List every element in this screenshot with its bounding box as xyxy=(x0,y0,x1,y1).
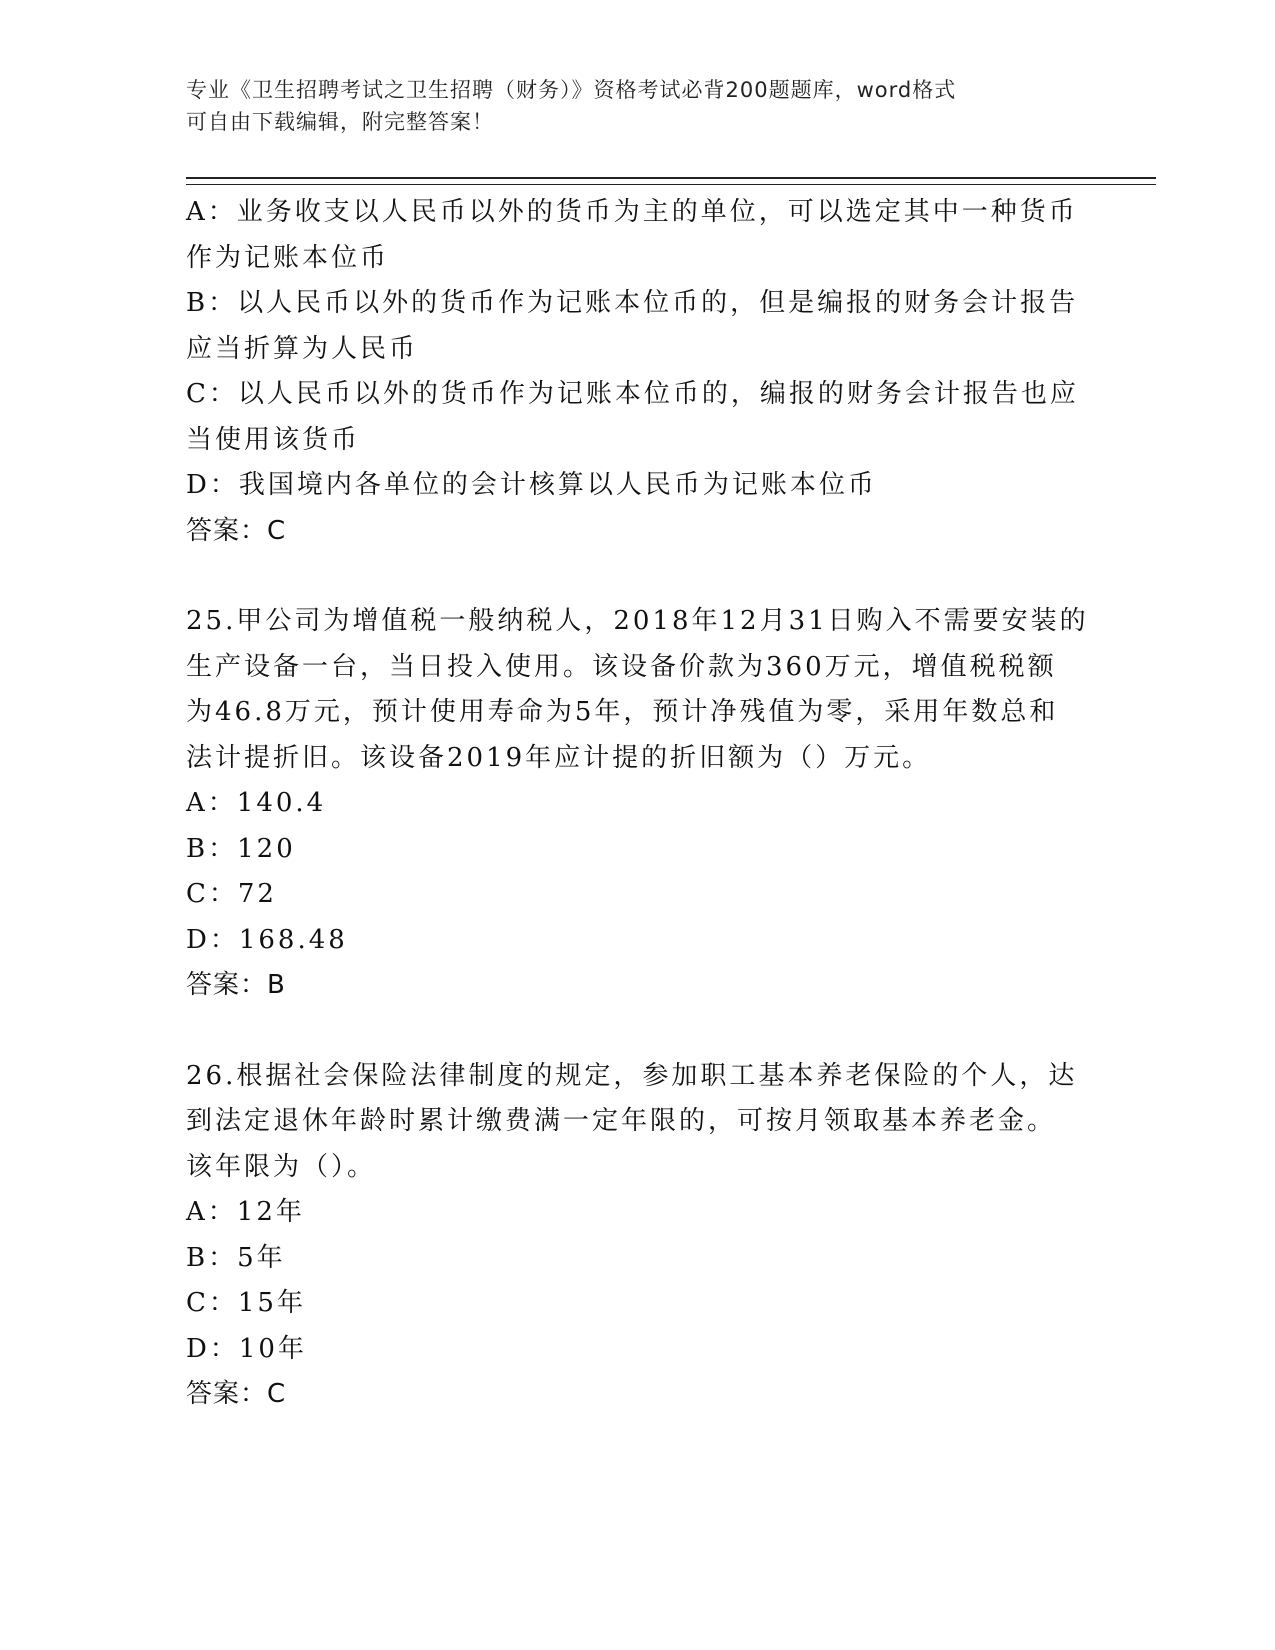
spacer xyxy=(186,554,1086,599)
question-26-block xyxy=(186,1054,1086,1418)
question-content xyxy=(186,190,1089,1418)
spacer xyxy=(186,1009,1086,1054)
q25-option-a: A：140.4 xyxy=(186,788,327,818)
q24-option-a: A：业务收支以人民币以外的货币为主的单位，可以选定其中一种货币 xyxy=(186,197,1078,227)
q24-option-d: D：我国境内各单位的会计核算以人民币为记账本位币 xyxy=(186,470,877,500)
question-24-block xyxy=(186,190,1086,554)
q26-option-c: C：15年 xyxy=(186,1288,306,1318)
header-divider xyxy=(186,177,1156,185)
q26-answer: 答案：C xyxy=(186,1379,287,1409)
q26-option-b: B：5年 xyxy=(186,1242,286,1273)
q25-option-b: B：120 xyxy=(186,833,296,864)
q24-option-b: B：以人民币以外的货币作为记账本位币的，但是编报的财务会计报告 xyxy=(186,288,1079,318)
q25-stem-line-2: 生产设备一台，当日投入使用。该设备价款为360万元，增值税税额 xyxy=(186,651,1057,682)
q25-option-c: C：72 xyxy=(186,879,277,909)
question-25-block xyxy=(186,599,1089,1009)
q25-option-d: D：168.48 xyxy=(186,924,348,955)
q24-answer: 答案：C xyxy=(186,515,287,546)
q24-option-c: C：以人民币以外的货币作为记账本位币的，编报的财务会计报告也应 xyxy=(186,379,1079,409)
q25-stem-line-4: 法计提折旧。该设备2019年应计提的折旧额为（）万元。 xyxy=(186,742,932,773)
q25-answer: 答案：B xyxy=(186,970,286,1000)
q25-stem-line-3: 为46.8万元，预计使用寿命为5年，预计净残值为零，采用年数总和 xyxy=(186,697,1059,727)
q24-option-c-continued: 当使用该货币 xyxy=(186,424,361,455)
q26-stem-line-2: 到法定退休年龄时累计缴费满一定年限的，可按月领取基本养老金。 xyxy=(186,1106,1057,1136)
q24-option-b-continued: 应当折算为人民币 xyxy=(186,333,419,364)
document-header xyxy=(186,74,1086,138)
q24-option-a-continued: 作为记账本位币 xyxy=(186,242,390,273)
q26-stem-line-3: 该年限为（）。 xyxy=(186,1151,377,1182)
q26-option-a: A：12年 xyxy=(186,1197,305,1227)
q26-stem-line-1: 26.根据社会保险法律制度的规定，参加职工基本养老保险的个人，达 xyxy=(186,1060,1078,1091)
q25-stem-line-1: 25.甲公司为增值税一般纳税人，2018年12月31日购入不需要安装的 xyxy=(186,606,1089,636)
q26-option-d: D：10年 xyxy=(186,1333,307,1364)
header-title-line-1: 专业《卫生招聘考试之卫生招聘（财务）》资格考试必背200题题库，word格式 xyxy=(186,78,957,102)
header-title-line-2: 可自由下载编辑，附完整答案！ xyxy=(186,110,494,134)
